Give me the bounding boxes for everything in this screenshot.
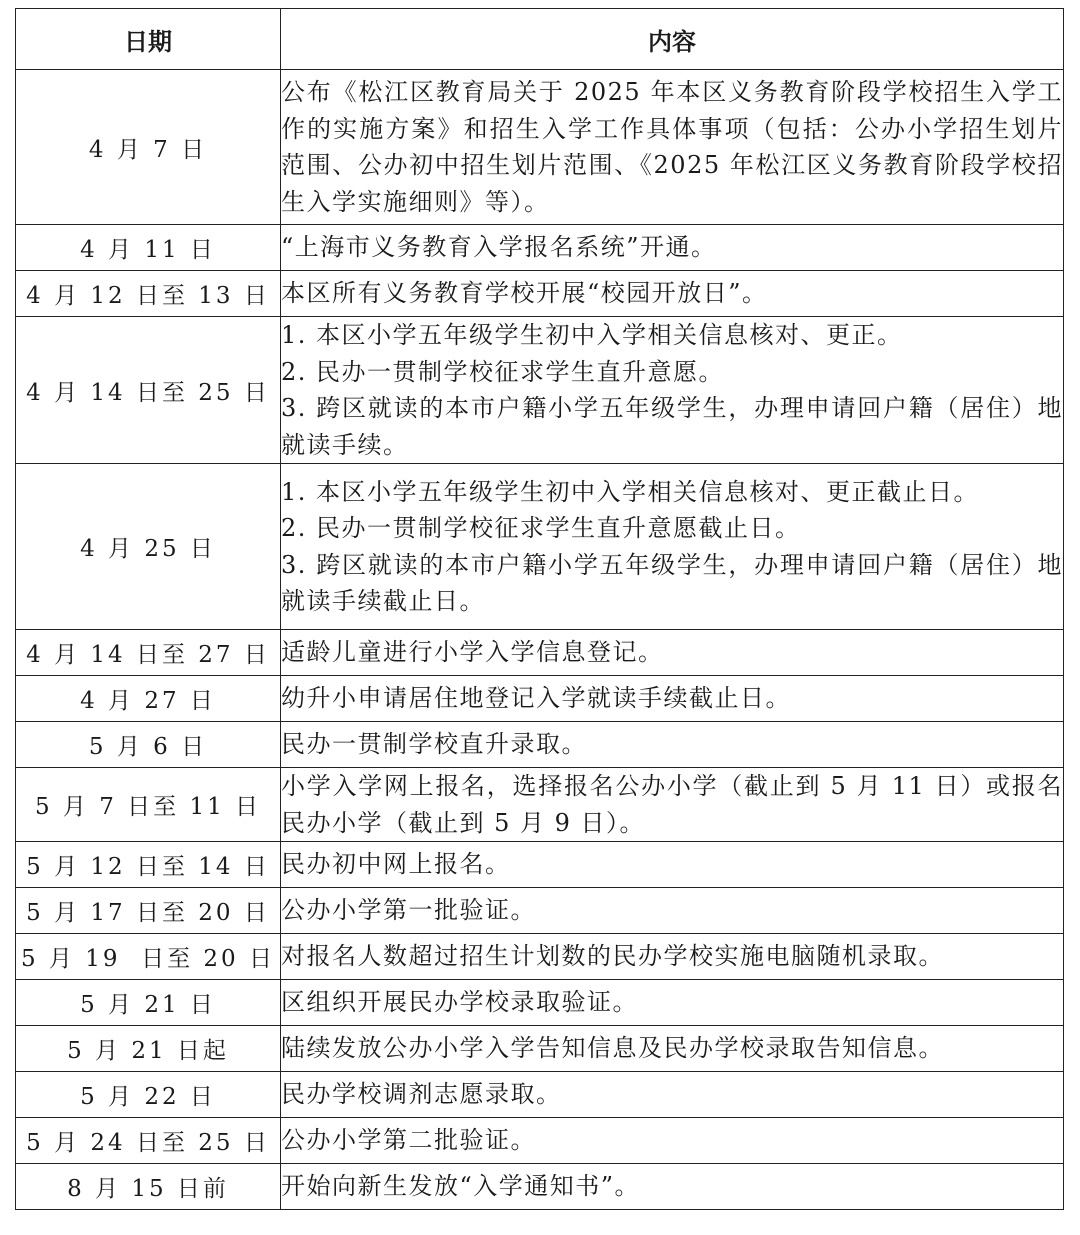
table-row (16, 676, 1064, 722)
content-line: 1. 本区小学五年级学生初中入学相关信息核对、更正截止日。 (281, 477, 980, 506)
table-row (16, 1164, 1064, 1210)
content-line: 公布《松江区教育局关于 2025 年本区义务教育阶段学校招生入学工作的实施方案》和招生入学工作具体事项（包括：公办小学招生划片范围、公办初中招生划片范围、《2025 年松江区义务教育阶段学校招生入学实施细则》等）。 (281, 78, 1063, 216)
row-content (281, 1026, 1064, 1072)
table-row (16, 1072, 1064, 1118)
row-date: 5 月 24 日至 25 日 (16, 1118, 281, 1164)
row-content (281, 271, 1064, 317)
table-row (16, 722, 1064, 768)
content-line: 适龄儿童进行小学入学信息登记。 (281, 638, 664, 667)
content-line: 区组织开展民办学校录取验证。 (281, 988, 638, 1017)
row-content (281, 1164, 1064, 1210)
content-line: 3. 跨区就读的本市户籍小学五年级学生，办理申请回户籍（居住）地就读手续。 (281, 394, 1063, 459)
content-line: 民办学校调剂志愿录取。 (281, 1080, 562, 1109)
row-date: 5 月 22 日 (16, 1072, 281, 1118)
table-row (16, 1118, 1064, 1164)
row-date: 8 月 15 日前 (16, 1164, 281, 1210)
row-date: 5 月 7 日至 11 日 (16, 768, 281, 842)
content-line: 对报名人数超过招生计划数的民办学校实施电脑随机录取。 (281, 942, 944, 971)
content-column-header: 内容 (281, 9, 1064, 70)
content-line: “上海市义务教育入学报名系统”开通。 (281, 233, 717, 262)
content-line: 陆续发放公办小学入学告知信息及民办学校录取告知信息。 (281, 1034, 944, 1063)
row-date: 5 月 6 日 (16, 722, 281, 768)
table-row (16, 630, 1064, 676)
content-line: 3. 跨区就读的本市户籍小学五年级学生，办理申请回户籍（居住）地就读手续截止日。 (281, 550, 1063, 615)
content-line: 1. 本区小学五年级学生初中入学相关信息核对、更正。 (281, 321, 903, 349)
row-content (281, 464, 1064, 630)
table-row (16, 464, 1064, 630)
row-content (281, 630, 1064, 676)
row-content (281, 1118, 1064, 1164)
row-date: 5 月 21 日 (16, 980, 281, 1026)
table-row (16, 1026, 1064, 1072)
row-date: 4 月 7 日 (16, 70, 281, 225)
content-line: 2. 民办一贯制学校征求学生直升意愿截止日。 (281, 514, 801, 542)
row-date: 4 月 12 日至 13 日 (16, 271, 281, 317)
row-content (281, 722, 1064, 768)
content-line: 民办一贯制学校直升录取。 (281, 730, 587, 759)
content-line: 2. 民办一贯制学校征求学生直升意愿。 (281, 357, 725, 386)
row-date: 4 月 11 日 (16, 225, 281, 271)
date-column-header: 日期 (16, 9, 281, 70)
row-content (281, 842, 1064, 888)
row-date: 5 月 17 日至 20 日 (16, 888, 281, 934)
row-date: 4 月 27 日 (16, 676, 281, 722)
row-date: 4 月 14 日至 25 日 (16, 317, 281, 464)
table-row (16, 768, 1064, 842)
content-line: 本区所有义务教育学校开展“校园开放日”。 (281, 279, 768, 308)
row-content (281, 225, 1064, 271)
content-line: 小学入学网上报名，选择报名公办小学（截止到 5 月 11 日）或报名民办小学（截止到 5 月 9 日）。 (281, 772, 1063, 837)
content-line: 公办小学第一批验证。 (281, 896, 536, 925)
row-date: 4 月 25 日 (16, 464, 281, 630)
row-content (281, 70, 1064, 225)
table-row (16, 70, 1064, 225)
table-body (16, 70, 1064, 1210)
row-content (281, 768, 1064, 842)
header-row (16, 9, 1064, 70)
table-row (16, 842, 1064, 888)
row-content (281, 934, 1064, 980)
table-row (16, 317, 1064, 464)
row-content (281, 317, 1064, 464)
row-date: 5 月 21 日起 (16, 1026, 281, 1072)
row-content (281, 1072, 1064, 1118)
content-line: 幼升小申请居住地登记入学就读手续截止日。 (281, 684, 791, 713)
row-date: 5 月 12 日至 14 日 (16, 842, 281, 888)
table-row (16, 225, 1064, 271)
table-row (16, 888, 1064, 934)
row-content (281, 888, 1064, 934)
content-line: 民办初中网上报名。 (281, 850, 511, 879)
schedule-table (15, 8, 1064, 1210)
table-row (16, 980, 1064, 1026)
row-content (281, 676, 1064, 722)
content-line: 开始向新生发放“入学通知书”。 (281, 1172, 641, 1201)
table-row (16, 271, 1064, 317)
row-content (281, 980, 1064, 1026)
row-date: 5 月 19 日至 20 日 (16, 934, 281, 980)
content-line: 公办小学第二批验证。 (281, 1126, 536, 1155)
row-date: 4 月 14 日至 27 日 (16, 630, 281, 676)
table-row (16, 934, 1064, 980)
